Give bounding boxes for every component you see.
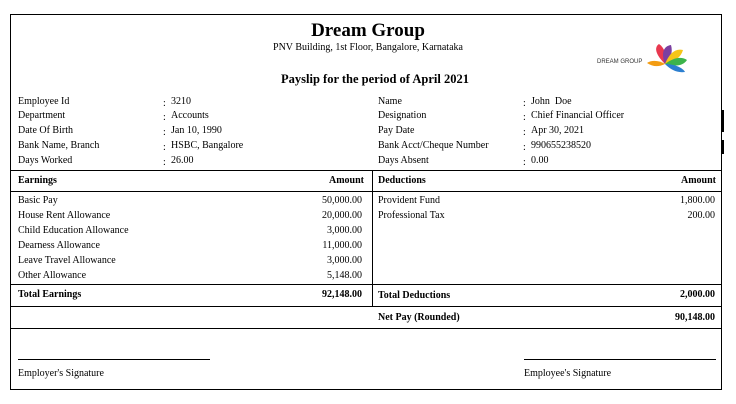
- earnings-item-label: House Rent Allowance: [18, 210, 111, 221]
- date-of-birth-label: Date Of Birth: [18, 125, 73, 136]
- payslip-period-title: Payslip for the period of April 2021: [281, 72, 469, 86]
- table-totals-top-border: [10, 284, 722, 285]
- deductions-item-amount: 200.00: [687, 210, 715, 221]
- deductions-item-label: Professional Tax: [378, 210, 445, 221]
- pay-date-label: Pay Date: [378, 125, 415, 136]
- company-address: PNV Building, 1st Floor, Bangalore, Karnataka: [273, 42, 463, 53]
- employer-signature-line: [18, 359, 210, 360]
- earnings-amount-header: Amount: [328, 175, 364, 186]
- net-pay-label: Net Pay (Rounded): [378, 312, 460, 323]
- earnings-item-amount: 20,000.00: [322, 210, 362, 221]
- days-absent-label: Days Absent: [378, 155, 429, 166]
- earnings-item-label: Child Education Allowance: [18, 225, 129, 236]
- date-of-birth-value: Jan 10, 1990: [171, 125, 222, 136]
- colon: :: [163, 142, 166, 153]
- total-deductions-label: Total Deductions: [378, 290, 451, 301]
- table-top-border: [10, 170, 722, 171]
- bank-account-value: 990655238520: [531, 140, 591, 151]
- total-earnings-label: Total Earnings: [18, 289, 82, 300]
- earnings-item-amount: 3,000.00: [327, 225, 362, 236]
- days-worked-value: 26.00: [171, 155, 194, 166]
- edge-mark: [722, 140, 724, 154]
- earnings-item-label: Other Allowance: [18, 270, 87, 281]
- earnings-item-label: Leave Travel Allowance: [18, 255, 116, 266]
- deductions-amount-header: Amount: [680, 175, 716, 186]
- employee-id-label: Employee Id: [18, 96, 70, 107]
- total-earnings-amount: 92,148.00: [322, 289, 362, 300]
- earnings-item-amount: 5,148.00: [327, 270, 362, 281]
- colon: :: [163, 112, 166, 123]
- department-label: Department: [18, 110, 66, 121]
- earnings-item-label: Dearness Allowance: [18, 240, 100, 251]
- employee-signature-label: Employee's Signature: [524, 368, 612, 379]
- net-pay-bottom-border: [10, 328, 722, 329]
- days-worked-label: Days Worked: [18, 155, 73, 166]
- earnings-item-amount: 50,000.00: [322, 195, 362, 206]
- colon: :: [163, 157, 166, 168]
- colon: :: [523, 112, 526, 123]
- deductions-item-label: Provident Fund: [378, 195, 440, 206]
- colon: :: [523, 157, 526, 168]
- name-label: Name: [378, 96, 402, 107]
- earnings-item-label: Basic Pay: [18, 195, 58, 206]
- bank-name-label: Bank Name, Branch: [18, 140, 100, 151]
- total-deductions-amount: 2,000.00: [680, 289, 715, 300]
- colon: :: [163, 98, 166, 109]
- earnings-item-amount: 11,000.00: [322, 240, 362, 251]
- designation-label: Designation: [378, 110, 427, 121]
- deductions-item-amount: 1,800.00: [680, 195, 715, 206]
- colon: :: [523, 98, 526, 109]
- days-absent-value: 0.00: [531, 155, 549, 166]
- table-totals-bottom-border: [10, 306, 722, 307]
- designation-value: Chief Financial Officer: [531, 110, 625, 121]
- pay-date-value: Apr 30, 2021: [531, 125, 585, 136]
- table-header-divider: [10, 191, 722, 192]
- net-pay-amount: 90,148.00: [675, 312, 715, 323]
- colon: :: [523, 127, 526, 138]
- edge-mark: [722, 110, 724, 132]
- colon: :: [163, 127, 166, 138]
- employer-signature-label: Employer's Signature: [18, 368, 104, 379]
- table-column-divider: [372, 170, 373, 306]
- logo-text: DREAM GROUP: [597, 59, 643, 65]
- earnings-item-amount: 3,000.00: [327, 255, 362, 266]
- bank-account-label: Bank Acct/Cheque Number: [378, 140, 489, 151]
- deductions-header: Deductions: [378, 175, 426, 186]
- employee-signature-line: [524, 359, 716, 360]
- name-value: John Doe: [531, 96, 572, 107]
- department-value: Accounts: [171, 110, 209, 121]
- bank-name-value: HSBC, Bangalore: [171, 140, 244, 151]
- employee-id-value: 3210: [171, 96, 191, 107]
- colon: :: [523, 142, 526, 153]
- company-logo: [595, 40, 695, 76]
- company-name: Dream Group: [311, 20, 425, 41]
- earnings-header: Earnings: [18, 175, 57, 186]
